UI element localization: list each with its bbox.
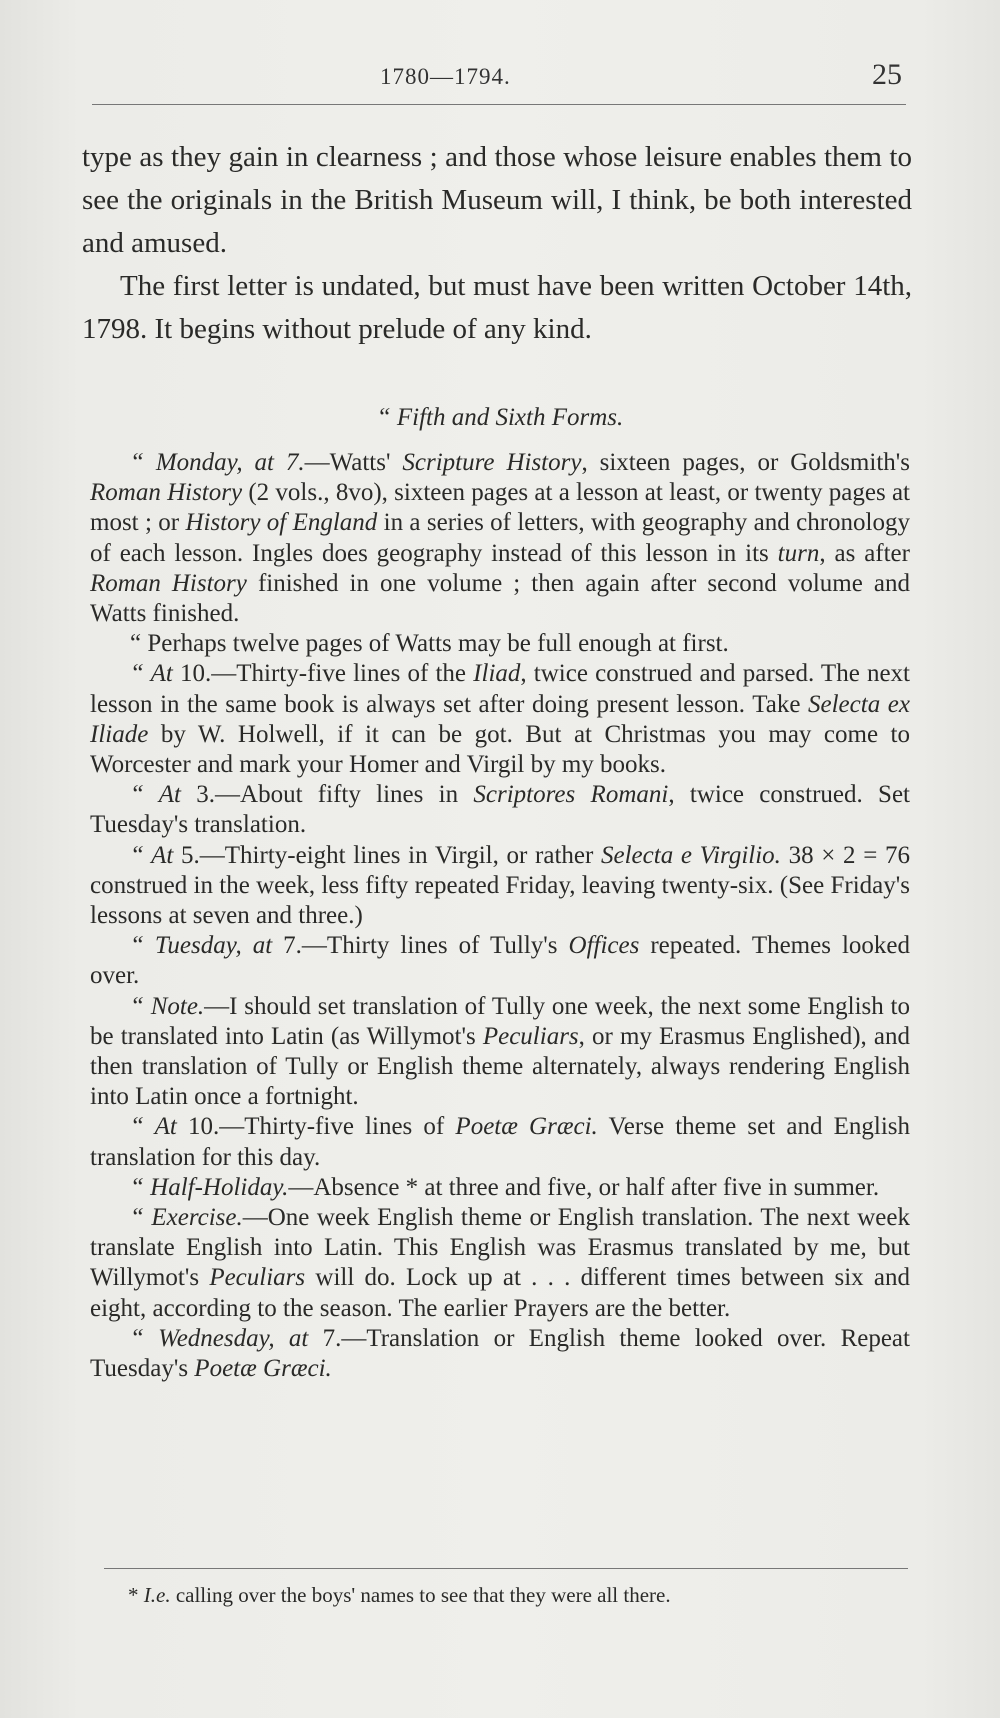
letter-paragraph-note (90, 992, 910, 1113)
letter-paragraph-perhaps: “ Perhaps twelve pages of Watts may be full enough at first. (130, 630, 729, 658)
letter-paragraph-at-5 (90, 841, 910, 932)
time-label: “ At (130, 841, 174, 869)
book-title: Poetæ Græci. (455, 1113, 598, 1141)
footnote (128, 1582, 908, 1608)
footnote-mark: * (128, 1583, 144, 1607)
header-rule (92, 104, 906, 105)
text-run: finished in one volume ; then again after second volume and Watts finished. (90, 569, 910, 628)
exercise-label: “ Exercise. (130, 1204, 243, 1232)
text-run: , sixteen pages, or Goldsmith's (581, 449, 910, 476)
intro-paragraph-1: type as they gain in clearness ; and those whose leisure enables them to see the originals in the British Museum will, I think, be both interested and amused. (82, 141, 912, 259)
text-run: (2 vols., 8vo), sixteen pages at a lesson at least, or twenty pages at most ; or (90, 479, 910, 537)
book-title: Offices (568, 932, 640, 960)
text-run: —Absence * at three and five, or half after five in summer. (288, 1173, 880, 1201)
book-title: Scriptores Romani (473, 781, 669, 809)
book-title: Peculiars (209, 1264, 306, 1292)
text-run: 38 × 2 = 76 construed in the week, less fifty repeated Friday, leaving twenty-six. (See Friday's lessons at seven and three.) (90, 841, 911, 930)
letter-text (90, 448, 910, 1384)
text-run: will do. Lock up at . . . different times between six and eight, according to the season. The earlier Prayers are the better. (90, 1264, 910, 1322)
text-run: 7.—Translation or English theme looked over. Repeat Tuesday's (90, 1324, 910, 1383)
footnote-abbrev: I.e. (143, 1583, 171, 1607)
book-title: Scripture History (402, 449, 582, 476)
day-label: “ Tuesday, at (130, 932, 273, 960)
time-label: “ At (130, 1113, 177, 1141)
note-label: “ Note. (130, 992, 205, 1020)
book-title: History of England (185, 509, 378, 537)
text-run: —One week English theme or English translation. The next week translate English into Latin. This English was Erasmus translated by me, but Willymot's (90, 1204, 910, 1292)
intro-paragraph-2: The first letter is undated, but must have been written October 14th, 1798. It begins without prelude of any kind. (82, 270, 912, 345)
text-run: Verse theme set and English translation for this day. (90, 1113, 910, 1171)
page-number: 25 (872, 58, 902, 91)
intro-text (82, 136, 912, 351)
letter-paragraph-at-10 (90, 659, 910, 780)
footnote-text: calling over the boys' names to see that they were all there. (170, 1583, 671, 1607)
letter-paragraph-at-10-b (90, 1112, 910, 1172)
letter-paragraph-half-holiday (90, 1173, 910, 1203)
time-label: “ At (130, 781, 181, 809)
letter-paragraph-tuesday (90, 931, 910, 991)
letter-paragraph-at-3 (90, 780, 910, 840)
letter-paragraph-wednesday (90, 1324, 910, 1384)
book-title: Roman History (90, 479, 243, 507)
footnote-rule (104, 1568, 908, 1569)
text-run: —Watts' (304, 449, 403, 476)
text-run: 7.—Thirty lines of Tully's (272, 932, 569, 960)
book-title: Selecta e Virgilio. (601, 841, 781, 869)
text-run: , twice construed. Set Tuesday's translation. (90, 781, 910, 839)
book-title: Peculiars (482, 1022, 579, 1050)
text-run: , twice construed and parsed. The next lesson in the same book is always set after doing present lesson. Take (90, 660, 910, 718)
day-label: “ Wednesday, at (130, 1324, 309, 1352)
text-run: —I should set translation of Tully one week, the next some English to be translated into Latin (as Willymot's (90, 992, 910, 1050)
text-run: by W. Holwell, if it can be got. But at Christmas you may come to Worcester and mark your Homer and Virgil by my books. (90, 720, 910, 779)
monday-label: “ Monday, at 7. (130, 449, 305, 476)
text-run: , or my Erasmus Englished), and then translation of Tully or English theme alternately, always rendering English into Latin once a fortnight. (90, 1022, 910, 1111)
section-title: “ Fifth and Sixth Forms. (376, 404, 624, 431)
book-title: Iliad (473, 660, 521, 688)
text-run: 5.—Thirty-eight lines in Virgil, or rather (173, 841, 602, 869)
letter-paragraph-exercise (90, 1203, 910, 1324)
running-head-title: 1780—1794. (380, 64, 511, 89)
text-run: in a series of letters, with geography and chronology of each lesson. Ingles does geography instead of this lesson in its (90, 509, 910, 567)
text-run: 10.—Thirty-five lines of the (172, 660, 474, 688)
book-title: Roman History (90, 569, 247, 597)
letter-paragraph-monday (90, 448, 910, 629)
book-title: Selecta ex Iliade (90, 690, 910, 748)
emphasis: turn (777, 539, 820, 567)
time-label: “ At (130, 660, 173, 688)
book-title: Poetæ Græci. (194, 1355, 332, 1383)
text-run: repeated. Themes looked over. (90, 932, 910, 990)
half-holiday-label: “ Half-Holiday. (130, 1173, 289, 1201)
text-run: , as after (819, 539, 910, 567)
text-run: 3.—About fifty lines in (180, 781, 474, 809)
text-run: 10.—Thirty-five lines of (176, 1113, 456, 1141)
running-head (0, 58, 1000, 98)
